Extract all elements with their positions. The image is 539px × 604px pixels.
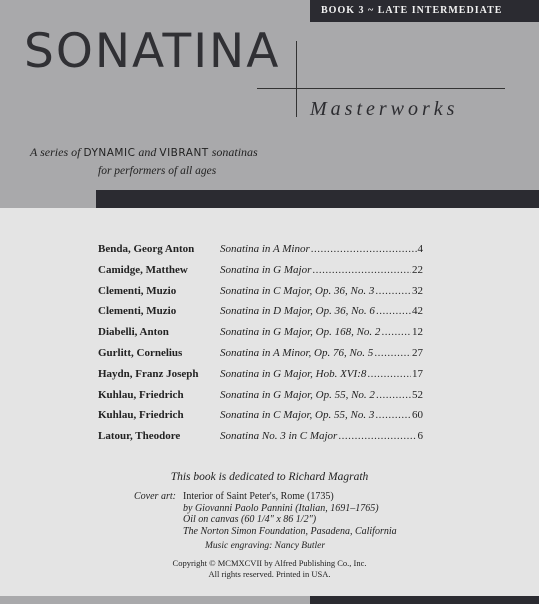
toc-composer: Kuhlau, Friedrich — [98, 388, 184, 401]
toc-page: 27 — [412, 346, 423, 359]
toc-composer: Diabelli, Anton — [98, 326, 169, 339]
toc-row — [98, 264, 423, 285]
toc-row — [98, 243, 423, 264]
toc-row — [98, 305, 423, 326]
toc-work: Sonatina in G Major, Hob. XVI:8 — [220, 367, 367, 380]
toc-leader — [311, 243, 417, 255]
toc-work: Sonatina in C Major, Op. 36, No. 3 — [220, 284, 375, 297]
toc-leader — [367, 368, 411, 380]
table-of-contents — [98, 243, 423, 451]
book-level-tag: BOOK 3 ~ LATE INTERMEDIATE — [310, 0, 539, 22]
copyright-line-1: Copyright © MCMXCVII by Alfred Publishing Co., Inc. — [172, 558, 367, 568]
toc-leader — [375, 409, 411, 421]
tagline-line-2: for performers of all ages — [98, 165, 217, 177]
toc-row — [98, 430, 423, 451]
copyright-line-2: All rights reserved. Printed in USA. — [208, 569, 331, 579]
toc-page: 4 — [417, 243, 423, 255]
tagline-post: sonatinas — [208, 145, 258, 159]
tagline-dynamic: DYNAMIC — [83, 147, 136, 159]
toc-work: Sonatina in D Major, Op. 36, No. 6 — [220, 305, 375, 318]
series-title: SONATINA — [24, 24, 281, 79]
dedication: This book is dedicated to Richard Magrath — [170, 471, 369, 483]
toc-work: Sonatina in A Minor — [220, 243, 310, 255]
toc-leader — [381, 326, 411, 338]
cover-art-credits — [183, 491, 397, 537]
toc-work: Sonatina in G Major, Op. 55, No. 2 — [220, 388, 375, 401]
toc-work: Sonatina in A Minor, Op. 76, No. 5 — [220, 346, 374, 359]
toc-work: Sonatina No. 3 in C Major — [220, 430, 338, 443]
engraving-credit: Music engraving: Nancy Butler — [205, 541, 326, 551]
toc-composer: Camidge, Matthew — [98, 263, 188, 276]
toc-leader — [338, 430, 416, 442]
tagline-and: and — [135, 145, 160, 159]
title-divider-vertical — [296, 41, 297, 117]
toc-row — [98, 389, 423, 410]
toc-row — [98, 368, 423, 389]
toc-composer: Latour, Theodore — [98, 430, 181, 443]
cover-art-medium: Oil on canvas (60 1/4" x 86 1/2") — [183, 514, 317, 525]
cover-art-label: Cover art: — [134, 491, 176, 502]
toc-composer: Gurlitt, Cornelius — [98, 346, 183, 359]
toc-page: 42 — [412, 305, 423, 318]
footer-bar-light — [0, 596, 310, 604]
toc-page: 52 — [412, 388, 423, 401]
toc-composer: Clementi, Muzio — [98, 305, 177, 318]
toc-leader — [376, 305, 411, 317]
toc-composer: Clementi, Muzio — [98, 284, 177, 297]
toc-page: 17 — [412, 367, 423, 380]
tagline-pre: A series of — [30, 145, 84, 159]
toc-leader — [376, 389, 411, 401]
cover-art-artist: by Giovanni Paolo Pannini (Italian, 1691–1765) — [183, 502, 379, 514]
series-subtitle: Masterworks — [310, 98, 459, 120]
toc-page: 22 — [412, 263, 423, 276]
footer-bar-dark — [310, 596, 539, 604]
toc-page: 60 — [412, 409, 423, 422]
toc-page: 32 — [412, 284, 423, 297]
toc-row — [98, 347, 423, 368]
tagline-vibrant: VIBRANT — [159, 147, 209, 159]
title-divider-horizontal — [257, 88, 505, 89]
toc-composer: Haydn, Franz Joseph — [98, 367, 199, 380]
cover-art-collection: The Norton Simon Foundation, Pasadena, California — [183, 525, 397, 537]
cover-art-title: Interior of Saint Peter's, Rome (1735) — [183, 491, 334, 502]
toc-leader — [375, 285, 411, 297]
header-accent-bar — [96, 190, 539, 208]
toc-work: Sonatina in G Major — [220, 263, 312, 276]
toc-page: 12 — [412, 326, 423, 339]
toc-row — [98, 326, 423, 347]
toc-page: 6 — [417, 430, 423, 443]
toc-composer: Kuhlau, Friedrich — [98, 409, 184, 422]
toc-composer: Benda, Georg Anton — [98, 243, 195, 255]
toc-leader — [312, 264, 411, 276]
toc-leader — [374, 347, 411, 359]
tagline — [30, 145, 258, 160]
toc-work: Sonatina in G Major, Op. 168, No. 2 — [220, 326, 381, 339]
copyright-notice — [0, 558, 539, 580]
toc-row — [98, 285, 423, 306]
toc-row — [98, 409, 423, 430]
toc-work: Sonatina in C Major, Op. 55, No. 3 — [220, 409, 375, 422]
